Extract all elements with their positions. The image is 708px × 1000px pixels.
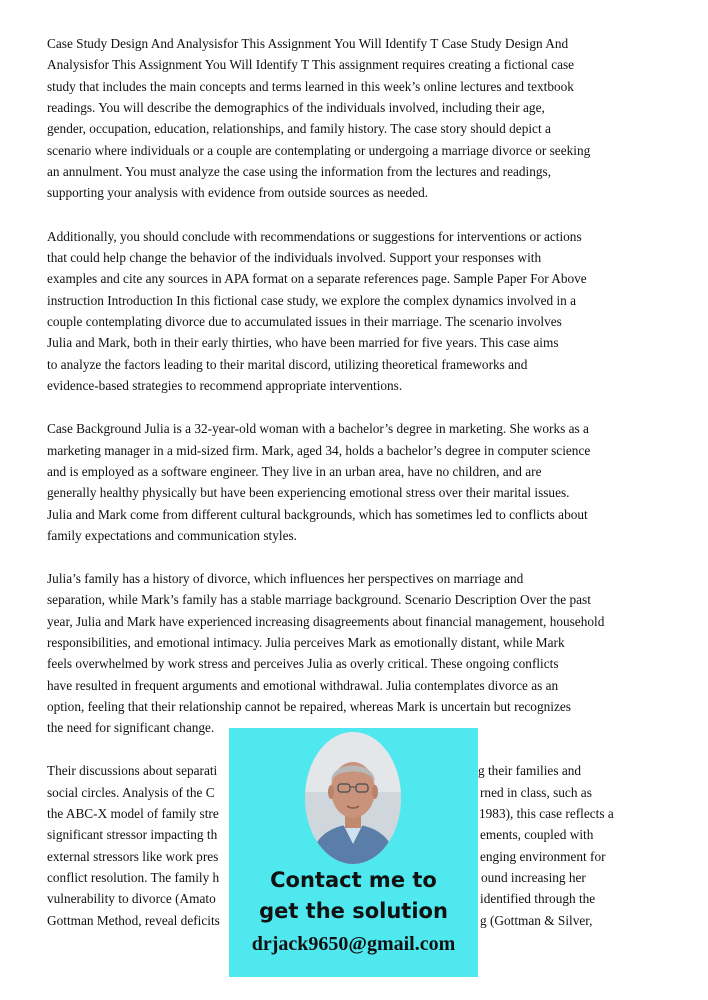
text-line: g their families and bbox=[478, 763, 582, 778]
text-line: identified through the bbox=[480, 891, 596, 906]
text-line: year, Julia and Mark have experienced increasing disagreements about financial management, household bbox=[47, 614, 605, 629]
text-line: separation, while Mark’s family has a stable marriage background. Scenario Description Over the past bbox=[47, 592, 591, 607]
ad-heading-line-2: get the solution bbox=[259, 899, 448, 923]
text-line: to analyze the factors leading to their marital discord, utilizing theoretical frameworks and bbox=[47, 357, 528, 372]
text-line: generally healthy physically but have been experiencing emotional stress over their marital issues. bbox=[47, 485, 570, 500]
text-line: Julia’s family has a history of divorce, which influences her perspectives on marriage and bbox=[47, 571, 524, 586]
text-line: that could help change the behavior of the individuals involved. Support your responses with bbox=[47, 250, 542, 265]
contact-ad-banner[interactable] bbox=[229, 728, 478, 977]
text-line: gender, occupation, education, relationships, and family history. The case story should depict a bbox=[47, 121, 551, 136]
text-line: examples and cite any sources in APA format on a separate references page. Sample Paper For Above bbox=[47, 271, 587, 286]
text-line: Julia and Mark, both in their early thirties, who have been married for five years. This case aims bbox=[47, 335, 559, 350]
text-line: the need for significant change. bbox=[47, 720, 215, 735]
text-line: rned in class, such as bbox=[480, 785, 592, 800]
text-line: external stressors like work pres bbox=[47, 849, 219, 864]
text-line: Additionally, you should conclude with recommendations or suggestions for interventions or actions bbox=[47, 229, 582, 244]
text-line: g (Gottman & Silver, bbox=[480, 913, 593, 928]
text-line: evidence-based strategies to recommend appropriate interventions. bbox=[47, 378, 403, 393]
text-line: supporting your analysis with evidence from outside sources as needed. bbox=[47, 185, 429, 200]
text-line: social circles. Analysis of the C bbox=[47, 785, 215, 800]
text-line: significant stressor impacting th bbox=[47, 827, 218, 842]
portrait-illustration bbox=[305, 732, 401, 864]
text-line: instruction Introduction In this fictional case study, we explore the complex dynamics involved in a bbox=[47, 293, 577, 308]
text-line: an annulment. You must analyze the case using the information from the lectures and readings, bbox=[47, 164, 552, 179]
person-portrait-icon bbox=[305, 732, 401, 864]
text-line: Case Study Design And Analysisfor This Assignment You Will Identify T Case Study Design And bbox=[47, 36, 569, 51]
text-line: ound increasing her bbox=[481, 870, 586, 885]
text-line: enging environment for bbox=[480, 849, 606, 864]
text-line: scenario where individuals or a couple are contemplating or undergoing a marriage divorce or seeking bbox=[47, 143, 591, 158]
text-line: responsibilities, and emotional intimacy. Julia perceives Mark as emotionally distant, while Mark bbox=[47, 635, 565, 650]
text-line: marketing manager in a mid-sized firm. Mark, aged 34, holds a bachelor’s degree in computer science bbox=[47, 443, 591, 458]
text-line: and is employed as a software engineer. They live in an urban area, have no children, and are bbox=[47, 464, 542, 479]
contact-email-link[interactable]: drjack9650@gmail.com bbox=[251, 933, 456, 955]
ad-heading-line-1: Contact me to bbox=[270, 868, 437, 892]
text-line: the ABC-X model of family stre bbox=[47, 806, 219, 821]
text-line: family expectations and communication styles. bbox=[47, 528, 297, 543]
text-line: readings. You will describe the demographics of the individuals involved, including their age, bbox=[47, 100, 545, 115]
text-line: have resulted in frequent arguments and emotional withdrawal. Julia contemplates divorce as an bbox=[47, 678, 559, 693]
text-line: conflict resolution. The family h bbox=[47, 870, 220, 885]
text-line: ements, coupled with bbox=[480, 827, 594, 842]
text-line: Gottman Method, reveal deficits bbox=[47, 913, 220, 928]
text-line: Analysisfor This Assignment You Will Identify T This assignment requires creating a fictional case bbox=[47, 57, 575, 72]
text-line: 1983), this case reflects a bbox=[479, 806, 614, 821]
text-line: Their discussions about separati bbox=[47, 763, 218, 778]
text-line: couple contemplating divorce due to accumulated issues in their marriage. The scenario involves bbox=[47, 314, 562, 329]
text-line: Case Background Julia is a 32-year-old woman with a bachelor’s degree in marketing. She works as a bbox=[47, 421, 589, 436]
text-line: vulnerability to divorce (Amato bbox=[47, 891, 216, 906]
text-line: feels overwhelmed by work stress and perceives Julia as overly critical. These ongoing conflicts bbox=[47, 656, 559, 671]
text-line: study that includes the main concepts and terms learned in this week’s online lectures and textbook bbox=[47, 79, 574, 94]
text-line: option, feeling that their relationship cannot be repaired, whereas Mark is uncertain but recognizes bbox=[47, 699, 571, 714]
text-line: Julia and Mark come from different cultural backgrounds, which has sometimes led to conflicts about bbox=[47, 507, 588, 522]
